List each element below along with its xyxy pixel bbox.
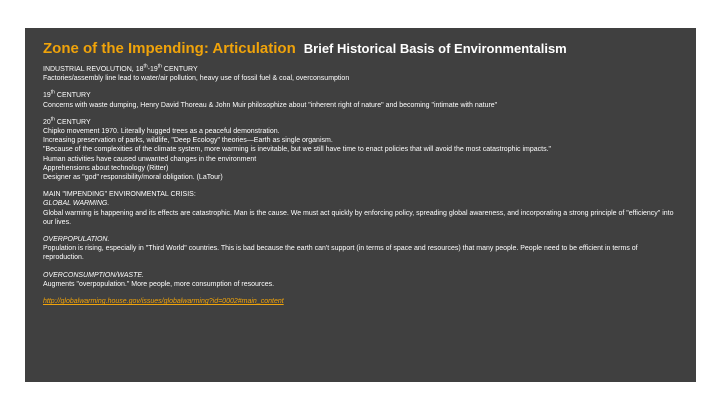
section-line: Apprehensions about technology (Ritter) <box>43 164 169 172</box>
title-main: Brief Historical Basis of Environmentalism <box>303 41 567 56</box>
section-heading: OVERPOPULATION. <box>43 236 110 244</box>
section-line: "Because of the complexities of the climate system, more warming is inevitable, but we still have time to enact policies that will avoid the most catastrophic impacts." <box>43 146 552 154</box>
section-19th-century <box>43 91 678 109</box>
section-line: Increasing preservation of parks, wildlife, "Deep Ecology" theories—Earth as single organism. <box>43 137 333 145</box>
section-text: Factories/assembly line lead to water/air pollution, heavy use of fossil fuel & coal, overconsumption <box>43 75 350 83</box>
slide-title <box>43 40 678 57</box>
source-link-row <box>43 297 678 306</box>
section-heading: INDUSTRIAL REVOLUTION, 18th-19th CENTURY <box>43 63 198 73</box>
section-text: Global warming is happening and its effects are catastrophic. Man is the cause. We must act quickly by enforcing policy, spreading global awareness, and incorporating a strong principle of "efficiency" into our lives. <box>43 209 674 226</box>
source-link[interactable]: http://globalwarming.house.gov/issues/globalwarming?id=0002#main_content <box>43 298 284 306</box>
slide-body <box>43 65 678 306</box>
section-text: Population is rising, especially in "Third World" countries. This is bad because the earth can't support (in terms of space and resources) that many people. People need to be efficient in terms of reproduction. <box>43 245 638 262</box>
section-heading: OVERCONSUMPTION/WASTE. <box>43 271 144 279</box>
section-crisis <box>43 190 678 227</box>
section-heading: MAIN "IMPENDING" ENVIRONMENTAL CRISIS: <box>43 191 196 199</box>
section-heading: 19th CENTURY <box>43 90 91 100</box>
title-accent: Zone of the Impending: Articulation <box>43 40 296 57</box>
section-industrial <box>43 65 678 83</box>
section-heading: 20th CENTURY <box>43 116 91 126</box>
section-subheading: GLOBAL WARMING. <box>43 200 110 208</box>
slide-panel <box>25 28 696 382</box>
section-overconsumption <box>43 271 678 289</box>
section-line: Human activities have caused unwanted changes in the environment <box>43 155 257 163</box>
section-overpopulation <box>43 235 678 263</box>
section-text: Concerns with waste dumping, Henry David Thoreau & John Muir philosophize about "inherent right of nature" and becoming "intimate with nature" <box>43 101 498 109</box>
section-text: Augments "overpopulation." More people, more consumption of resources. <box>43 280 275 288</box>
section-line: Designer as "god" responsibility/moral obligation. (LaTour) <box>43 174 223 182</box>
section-line: Chipko movement 1970. Literally hugged trees as a peaceful demonstration. <box>43 128 280 136</box>
section-20th-century <box>43 118 678 182</box>
